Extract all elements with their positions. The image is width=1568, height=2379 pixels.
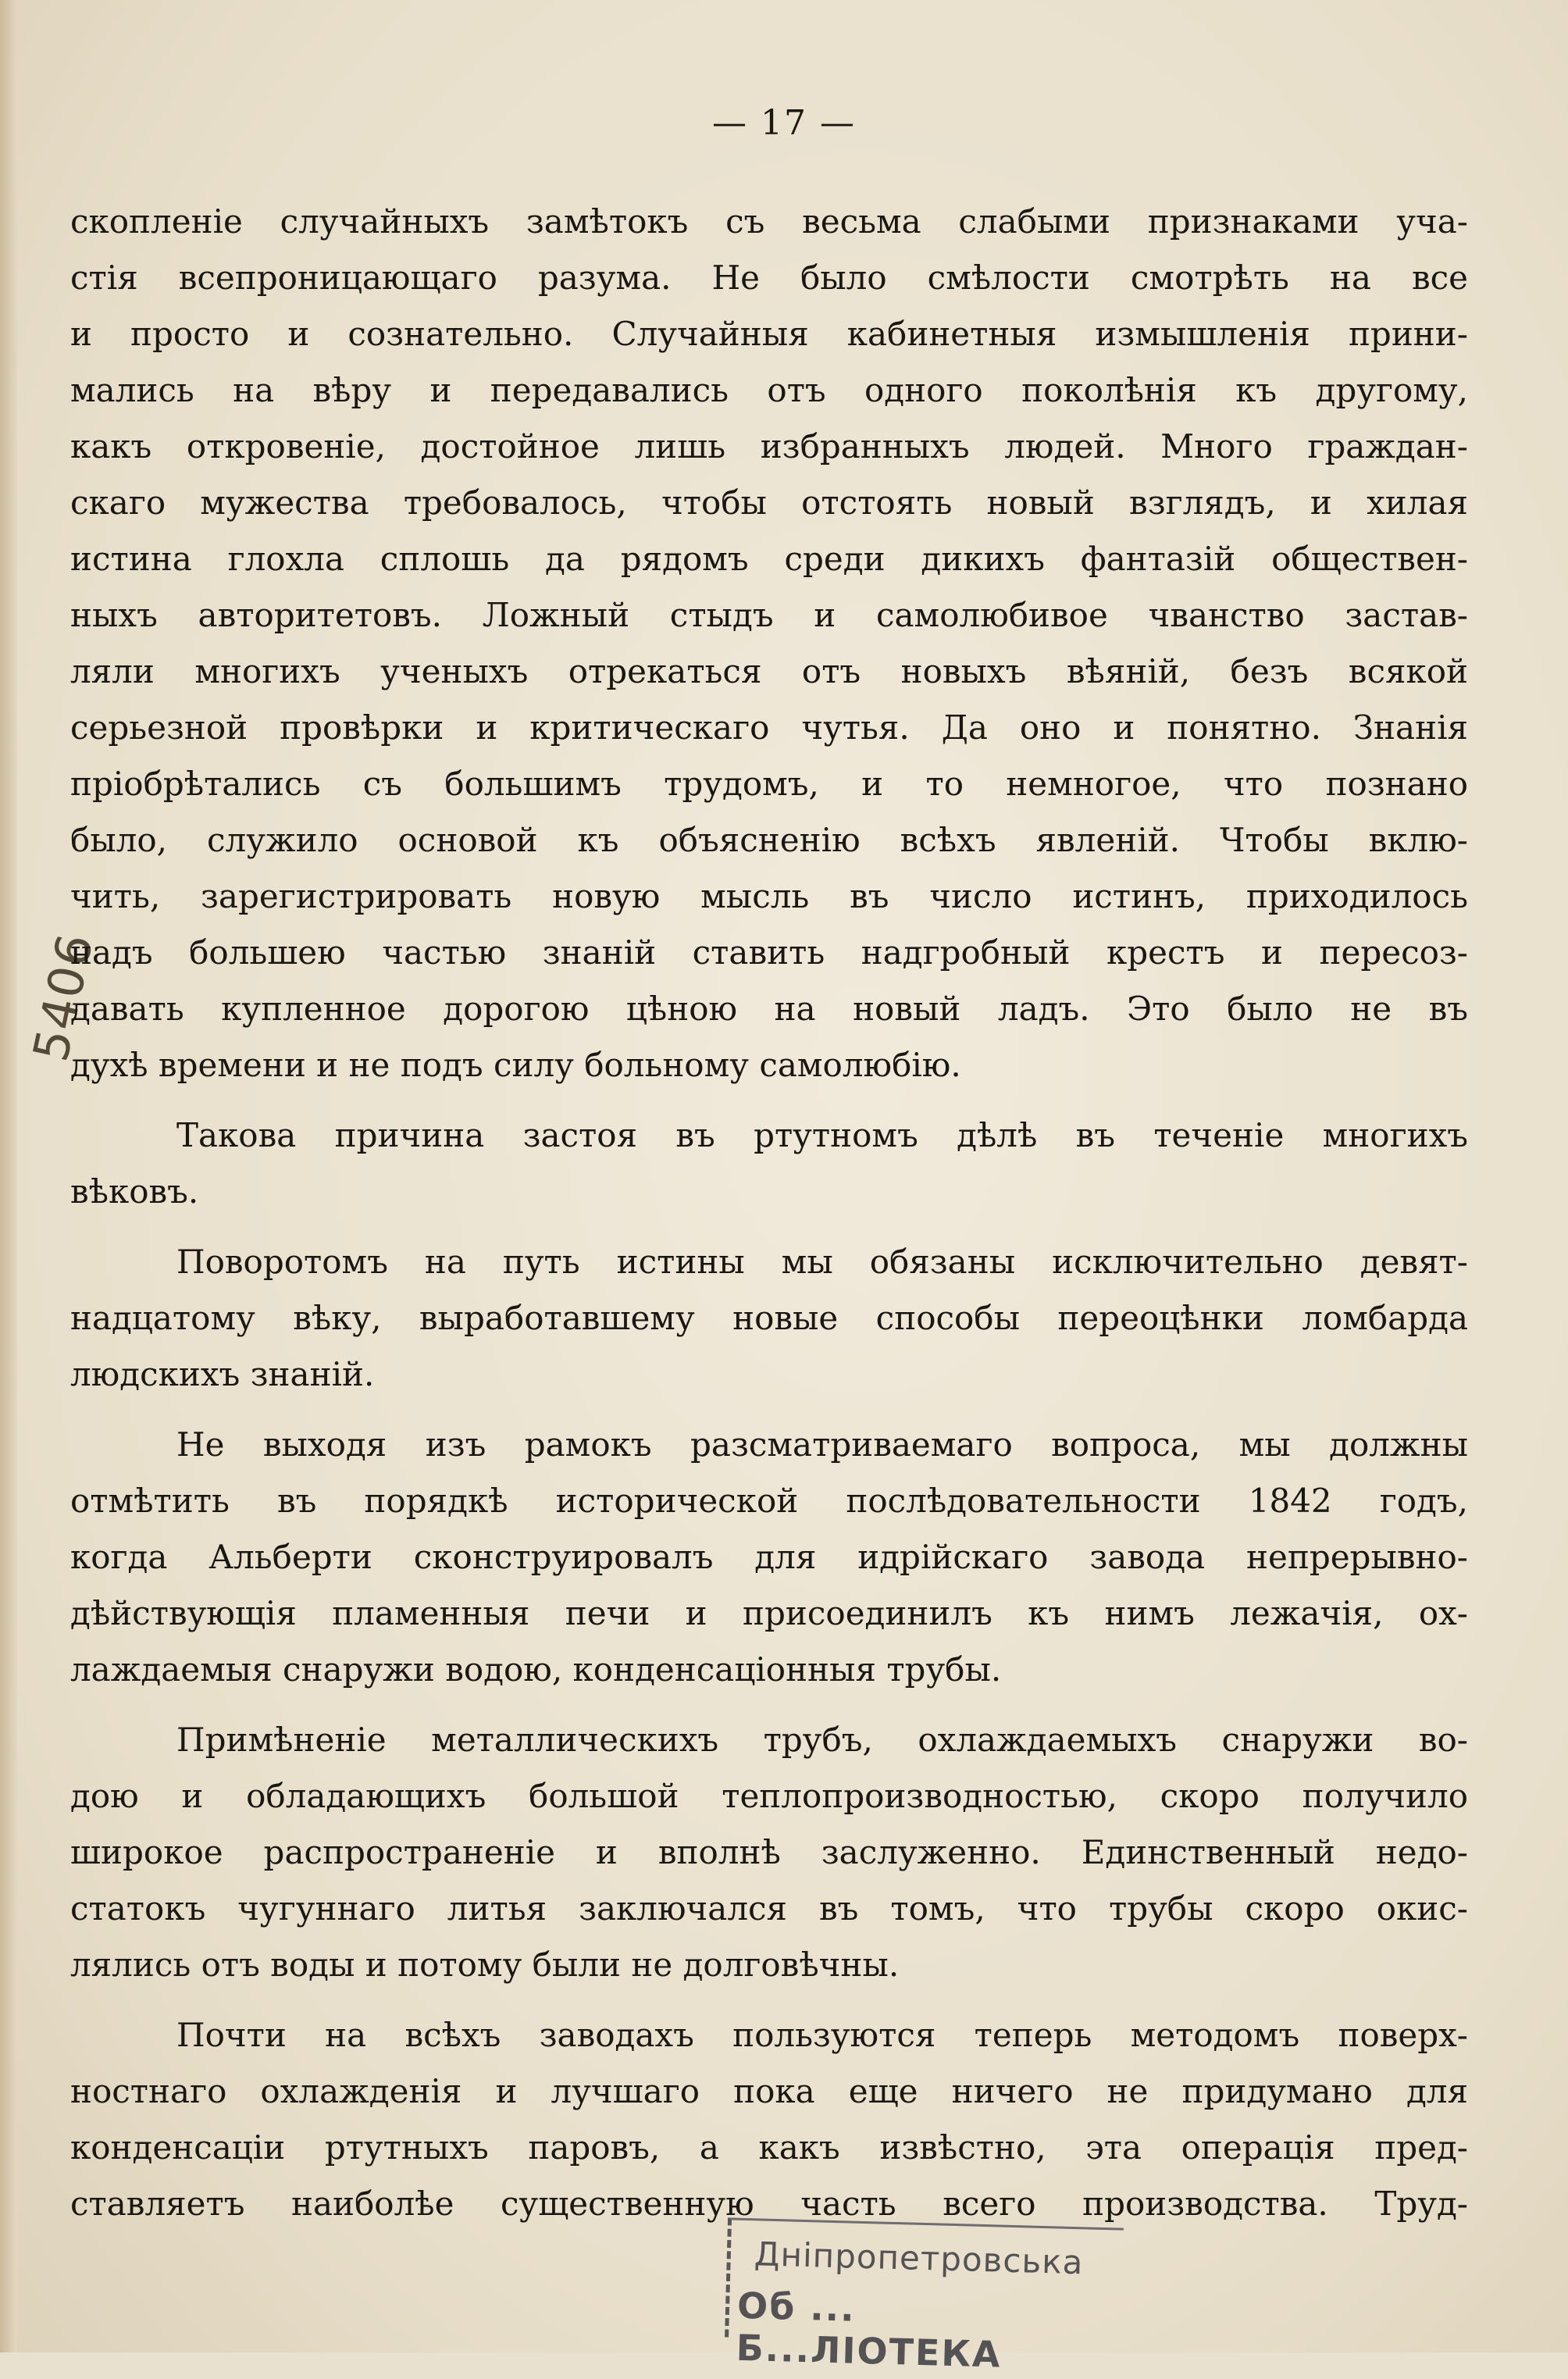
text-line: и просто и сознательно. Случайныя кабинетныя измышленія прини- bbox=[70, 315, 1468, 353]
text-line: ставляетъ наиболѣе существенную часть всего производства. Труд- bbox=[70, 2185, 1468, 2223]
text-line: духѣ времени и не подъ силу больному самолюбію. bbox=[70, 1046, 961, 1084]
body-text bbox=[70, 194, 1468, 2232]
text-line: лялись отъ воды и потому были не долговѣчны. bbox=[70, 1946, 900, 1984]
text-line: дѣйствующія пламенныя печи и присоединилъ къ нимъ лежачія, ох- bbox=[70, 1594, 1468, 1632]
text-line: когда Альберти сконструировалъ для идрійскаго завода непрерывно- bbox=[70, 1538, 1468, 1576]
text-line: стія всепроницающаго разума. Не было смѣлости смотрѣть на все bbox=[70, 259, 1468, 297]
stamp-line-1: Дніпропетровська bbox=[754, 2235, 1084, 2282]
text-line: Не выходя изъ рамокъ разсматриваемаго вопроса, мы должны bbox=[176, 1425, 1468, 1464]
text-line: вѣковъ. bbox=[70, 1172, 199, 1211]
text-line: надцатому вѣку, выработавшему новые способы переоцѣнки ломбарда bbox=[70, 1299, 1468, 1337]
text-line: статокъ чугуннаго литья заключался въ томъ, что трубы скоро окис- bbox=[70, 1889, 1468, 1928]
text-line: скопленіе случайныхъ замѣтокъ съ весьма слабыми признаками уча- bbox=[70, 202, 1468, 241]
text-line: конденсаціи ртутныхъ паровъ, а какъ извѣстно, эта операція пред- bbox=[70, 2128, 1468, 2167]
text-line: мались на вѣру и передавались отъ одного поколѣнія къ другому, bbox=[70, 371, 1468, 409]
text-line: ныхъ авторитетовъ. Ложный стыдъ и самолюбивое чванство застав- bbox=[70, 596, 1468, 634]
text-line: Почти на всѣхъ заводахъ пользуются теперь методомъ поверх- bbox=[176, 2016, 1468, 2054]
text-line: истина глохла сплошь да рядомъ среди дикихъ фантазій обществен- bbox=[70, 540, 1468, 578]
text-line: давать купленное дорогою цѣною на новый ладъ. Это было не въ bbox=[70, 990, 1468, 1028]
text-line: отмѣтить въ порядкѣ исторической послѣдовательности 1842 годъ, bbox=[70, 1482, 1468, 1520]
text-line: людскихъ знаній. bbox=[70, 1355, 375, 1393]
text-line: Поворотомъ на путь истины мы обязаны исключительно девят- bbox=[176, 1243, 1468, 1281]
page-number: — 17 — bbox=[712, 103, 856, 143]
text-line: серьезной провѣрки и критическаго чутья. Да оно и понятно. Знанія bbox=[70, 708, 1468, 747]
text-line: дою и обладающихъ большой теплопроизводностью, скоро получило bbox=[70, 1777, 1468, 1815]
text-line: чить, зарегистрировать новую мысль въ число истинъ, приходилось bbox=[70, 877, 1468, 915]
text-line: Примѣненіе металлическихъ трубъ, охлаждаемыхъ снаружи во- bbox=[176, 1721, 1468, 1759]
library-stamp bbox=[725, 2217, 1124, 2376]
text-line: надъ большею частью знаній ставить надгробный крестъ и пересоз- bbox=[70, 933, 1468, 972]
stamp-line-2: Об ... Б...ЛІОТЕКА bbox=[736, 2284, 1003, 2376]
text-line: Такова причина застоя въ ртутномъ дѣлѣ въ теченіе многихъ bbox=[176, 1116, 1468, 1154]
text-line: ляли многихъ ученыхъ отрекаться отъ новыхъ вѣяній, безъ всякой bbox=[70, 652, 1468, 690]
text-line: ностнаго охлажденія и лучшаго пока еще ничего не придумано для bbox=[70, 2072, 1468, 2110]
text-line: какъ откровеніе, достойное лишь избранныхъ людей. Много граждан- bbox=[70, 427, 1468, 465]
handwritten-margin-note: 5406 bbox=[22, 927, 105, 1067]
page-binding-edge bbox=[0, 0, 17, 2352]
text-line: скаго мужества требовалось, чтобы отстоять новый взглядъ, и хилая bbox=[70, 483, 1468, 522]
text-line: пріобрѣтались съ большимъ трудомъ, и то немногое, что познано bbox=[70, 765, 1468, 803]
text-line: лаждаемыя снаружи водою, конденсаціонныя трубы. bbox=[70, 1650, 1002, 1689]
text-line: широкое распространеніе и вполнѣ заслуженно. Единственный недо- bbox=[70, 1833, 1468, 1871]
text-line: было, служило основой къ объясненію всѣхъ явленій. Чтобы вклю- bbox=[70, 821, 1468, 859]
